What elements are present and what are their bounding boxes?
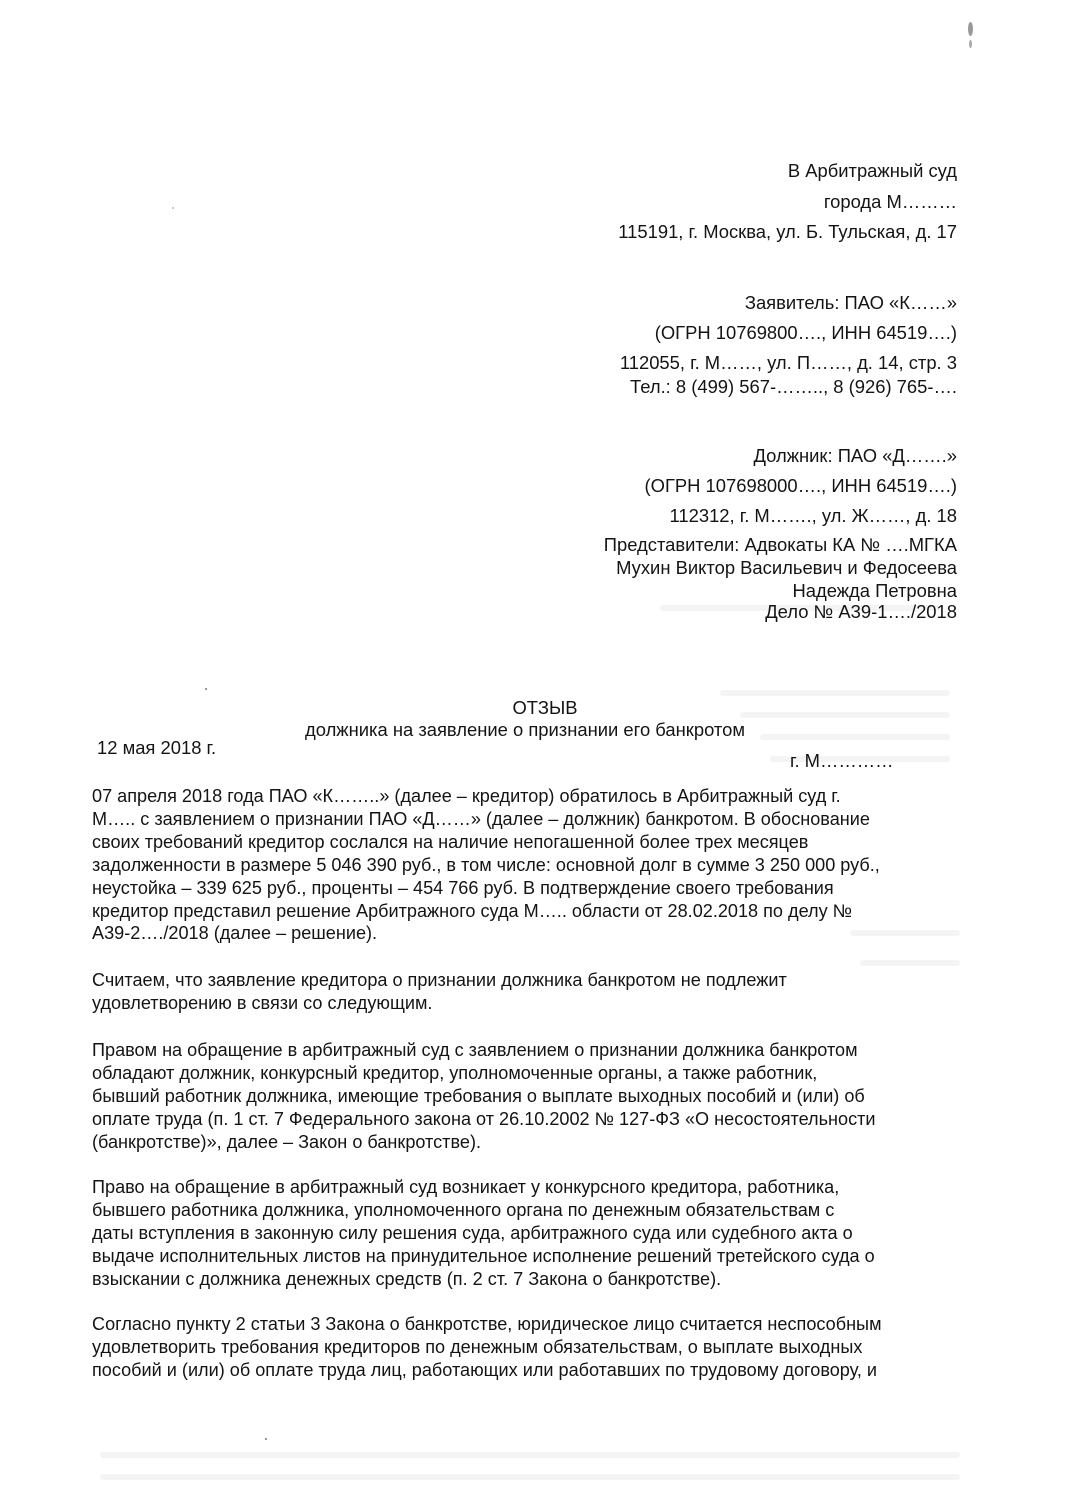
paragraph-3-line: оплате труда (п. 1 ст. 7 Федерального закона от 26.10.2002 № 127-ФЗ «О несостоятельности [92, 1109, 876, 1129]
bleed-through-mark [760, 734, 950, 740]
applicant-address: 112055, г. М……, ул. П……, д. 14, стр. 3 [619, 352, 957, 373]
paragraph-4-line: бывшего работника должника, уполномоченного органа по денежным обязательствам с [92, 1200, 835, 1220]
paragraph-1-line: неустойка – 339 625 руб., проценты – 454 766 руб. В подтверждение своего требования [92, 878, 834, 898]
scan-speck [968, 22, 973, 36]
paragraph-4-line: выдаче исполнительных листов на принудительное исполнение решений третейского суда о [92, 1246, 875, 1266]
paragraph-1-line: своих требований кредитор сослался на наличие непогашенной более трех месяцев [92, 832, 809, 852]
document-subtitle: должника на заявление о признании его банкротом [305, 719, 745, 740]
scan-speck [205, 688, 207, 690]
representatives-name-2: Надежда Петровна [792, 580, 957, 601]
paragraph-4-line: даты вступления в законную силу решения суда, арбитражного суда или судебного акта о [92, 1223, 853, 1243]
paragraph-1-line: М….. с заявлением о признании ПАО «Д……» (далее – должник) банкротом. В обоснование [92, 809, 870, 829]
bleed-through-mark [860, 960, 960, 966]
paragraph-4-line: Право на обращение в арбитражный суд возникает у конкурсного кредитора, работника, [92, 1177, 840, 1197]
paragraph-1-line: А39-2…./2018 (далее – решение). [92, 923, 378, 943]
addressee-court: В Арбитражный суд [787, 160, 957, 181]
bleed-through-mark [100, 1452, 960, 1458]
bleed-through-mark [720, 690, 950, 696]
case-number: Дело № А39-1…./2018 [765, 601, 957, 622]
paragraph-1-line: кредитор представил решение Арбитражного суда М….. области от 28.02.2018 по делу № [92, 901, 853, 921]
document-city: г. М………… [790, 750, 894, 771]
paragraph-3-line: (банкротстве)», далее – Закон о банкротстве). [92, 1132, 481, 1152]
paragraph-3-line: Правом на обращение в арбитражный суд с заявлением о признании должника банкротом [92, 1040, 858, 1060]
paragraph-3-line: обладают должник, конкурсный кредитор, уполномоченные органы, а также работник, [92, 1063, 818, 1083]
paragraph-4-line: взыскании с должника денежных средств (п. 2 ст. 7 Закона о банкротстве). [92, 1269, 722, 1289]
addressee-address: 115191, г. Москва, ул. Б. Тульская, д. 17 [618, 221, 957, 242]
paragraph-5-line: удовлетворить требования кредиторов по денежным обязательствам, о выплате выходных [92, 1337, 863, 1357]
paragraph-1-line: 07 апреля 2018 года ПАО «К……..» (далее – кредитор) обратилось в Арбитражный суд г. [92, 786, 841, 806]
paragraph-2-line: Считаем, что заявление кредитора о признании должника банкротом не подлежит [92, 970, 787, 990]
document-title: ОТЗЫВ [512, 697, 578, 718]
addressee-city: города М……… [823, 191, 957, 212]
representatives-name-1: Мухин Виктор Васильевич и Федосеева [616, 557, 957, 578]
bleed-through-mark [100, 1474, 960, 1480]
debtor-name: Должник: ПАО «Д…….» [753, 445, 957, 466]
applicant-name: Заявитель: ПАО «К……» [744, 292, 957, 313]
scan-speck [172, 207, 174, 209]
representatives-firm: Представители: Адвокаты КА № ….МГКА [603, 534, 957, 555]
bleed-through-mark [740, 712, 950, 718]
applicant-phone: Тел.: 8 (499) 567-…….., 8 (926) 765-…. [630, 376, 957, 397]
debtor-registration: (ОГРН 107698000…., ИНН 64519….) [644, 475, 957, 496]
document-date: 12 мая 2018 г. [97, 737, 217, 758]
scan-speck [969, 40, 972, 48]
scan-speck [265, 1438, 267, 1440]
paragraph-5-line: пособий и (или) об оплате труда лиц, работающих или работавших по трудовому договору, и [92, 1360, 878, 1380]
applicant-registration: (ОГРН 10769800…., ИНН 64519….) [654, 322, 957, 343]
paragraph-3-line: бывший работник должника, имеющие требования о выплате выходных пособий и (или) об [92, 1086, 865, 1106]
paragraph-2-line: удовлетворению в связи со следующим. [92, 993, 433, 1013]
paragraph-5-line: Согласно пункту 2 статьи 3 Закона о банкротстве, юридическое лицо считается неспособным [92, 1314, 882, 1334]
paragraph-1-line: задолженности в размере 5 046 390 руб., в том числе: основной долг в сумме 3 250 000 руб., [92, 855, 880, 875]
debtor-address: 112312, г. М……., ул. Ж……, д. 18 [669, 505, 957, 526]
bleed-through-mark [850, 930, 960, 936]
